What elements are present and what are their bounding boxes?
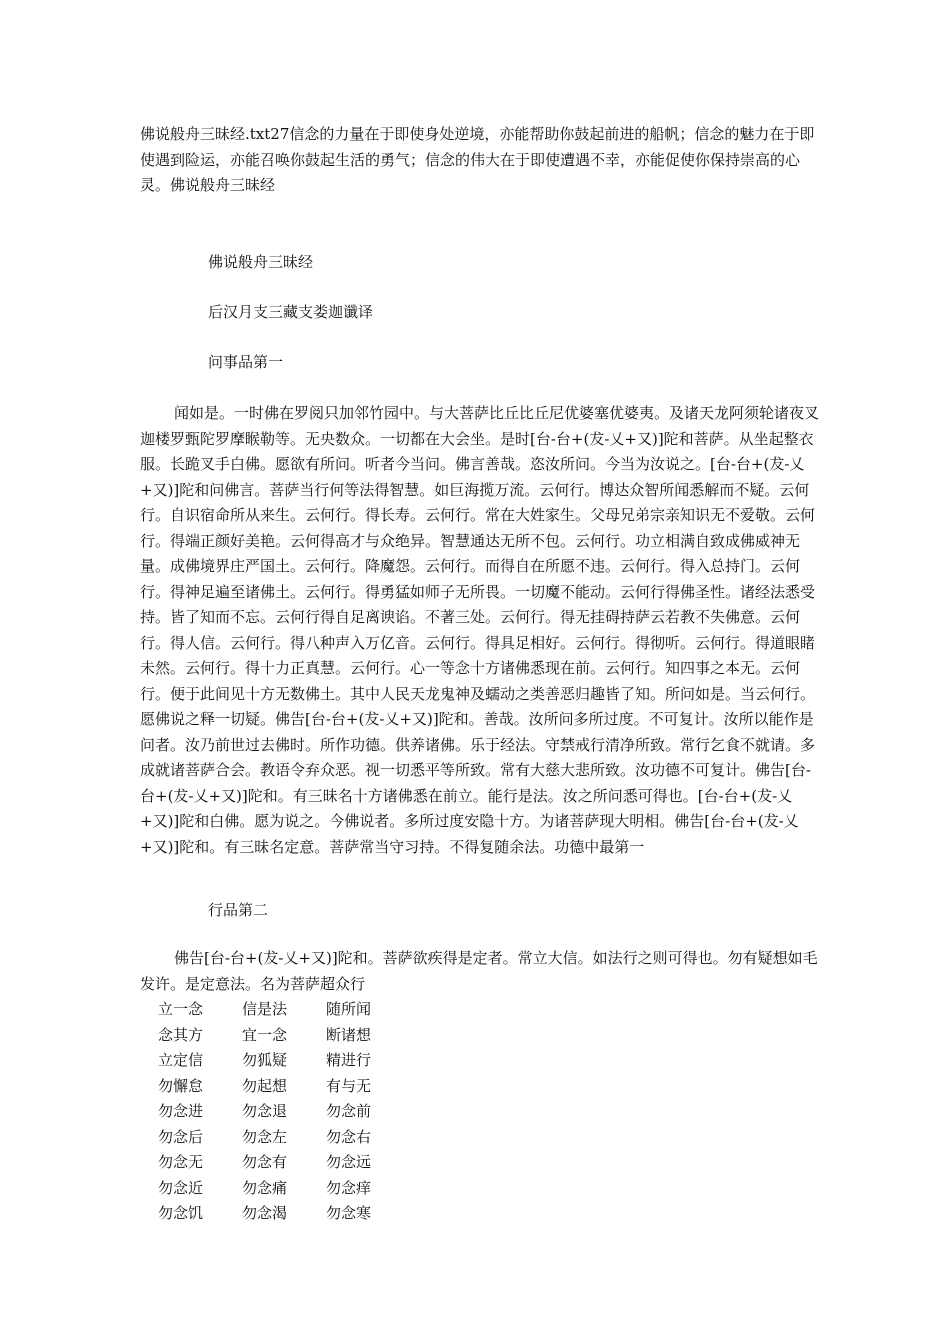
- translator-line: 后汉月支三藏支娄迦谶译: [208, 303, 374, 321]
- verse-phrase: 勿念退: [242, 1102, 288, 1120]
- intro-paragraph: 佛说般舟三昧经.txt27信念的力量在于即使身处逆境，亦能帮助你鼓起前进的船帆；信念的魅力在于即使遇到险运，亦能召唤你鼓起生活的勇气；信念的伟大在于即使遭遇不幸，亦能促使你保持崇高的心灵。佛说般舟三昧经: [140, 125, 815, 194]
- verse-phrase: 勿念无: [158, 1153, 204, 1171]
- verse-phrase: 有与无: [326, 1076, 372, 1095]
- verse-phrase: 立定信: [158, 1051, 204, 1069]
- verse-phrase: 勿念痛: [242, 1178, 288, 1197]
- verse-row: [158, 1074, 410, 1100]
- verse-row: [158, 997, 410, 1023]
- verse-phrase: 勿念后: [158, 1127, 204, 1146]
- verse-phrase: 勿念痒: [326, 1178, 372, 1197]
- chapter-1-paragraph: 闻如是。一时佛在罗阅只加邻竹园中。与大菩萨比丘比丘尼优婆塞优婆夷。及诸天龙阿须轮诸夜叉迦楼罗甄陀罗摩睺勒等。无央数众。一切都在大会坐。是时[台-台+(犮-乂+又)]陀和菩萨。从坐起整衣服。长跪叉手白佛。愿欲有所问。听者今当问。佛言善哉。恣汝所问。今当为汝说之。[台-台+(犮-乂+又)]陀和问佛言。菩萨当行何等法得智慧。如巨海揽万流。云何行。博达众智所闻悉解而不疑。云何行。自识宿命所从来生。云何行。得长寿。云何行。常在大姓家生。父母兄弟宗亲知识无不爱敬。云何行。得端正颜好美艳。云何得高才与众绝异。智慧通达无所不包。云何行。功立相满自致成佛威神无量。成佛境界庄严国土。云何行。降魔怨。云何行。而得自在所愿不违。云何行。得入总持门。云何行。得神足遍至诸佛土。云何行。得勇猛如师子无所畏。一切魔不能动。云何行得佛圣性。诸经法悉受持。皆了知而不忘。云何行得自足离谀谄。不著三处。云何行。得无挂碍持萨云若教不失佛意。云何行。得人信。云何行。得八种声入万亿音。云何行。得具足相好。云何行。得彻听。云何行。得道眼睹未然。云何行。得十力正真慧。云何行。心一等念十方诸佛悉现在前。云何行。知四事之本无。云何行。便于此间见十方无数佛土。其中人民天龙鬼神及蠕动之类善恶归趣皆了知。所问如是。当云何行。愿佛说之释一切疑。佛告[台-台+(犮-乂+又)]陀和。善哉。汝所问多所过度。不可复计。汝所以能作是问者。汝乃前世过去佛时。所作功德。供养诸佛。乐于经法。守禁戒行清净所致。常行乞食不就请。多成就诸菩萨合会。教语令弃众恶。视一切悉平等所致。常有大慈大悲所致。汝功德不可复计。佛告[台-台+(犮-乂+又)]陀和。有三昧名十方诸佛悉在前立。能行是法。汝之所问悉可得也。[台-台+(犮-乂+又)]陀和白佛。愿为说之。今佛说者。多所过度安隐十方。为诸菩萨现大明相。佛告[台-台+(犮-乂+又)]陀和。有三昧名定意。菩萨常当守习持。不得复随余法。功德中最第一: [140, 404, 820, 856]
- verse-row: [158, 1150, 410, 1176]
- verse-phrase: 勿念寒: [326, 1204, 372, 1222]
- verse-row: [158, 1176, 410, 1202]
- verse-phrase: 勿懈怠: [158, 1076, 204, 1095]
- verse-phrase: 信是法: [242, 1000, 288, 1018]
- chapter-2-title: 行品第二: [208, 901, 269, 919]
- verse-phrase: 勿起想: [242, 1076, 288, 1095]
- verse-row: [158, 1048, 410, 1074]
- chapter-2-paragraph: 佛告[台-台+(犮-乂+又)]陀和。菩萨欲疾得是定者。常立大信。如法行之则可得也。勿有疑想如毛发许。是定意法。名为菩萨超众行: [140, 949, 818, 993]
- verse-phrase: 勿念左: [242, 1127, 288, 1146]
- verse-phrase: 勿念渴: [242, 1204, 288, 1222]
- verse-phrase: 精进行: [326, 1051, 372, 1069]
- verse-phrase: 立一念: [158, 1000, 204, 1018]
- verse-phrase: 断诸想: [326, 1025, 372, 1044]
- verse-phrase: 勿念进: [158, 1102, 204, 1120]
- verse-phrase: 宜一念: [242, 1025, 288, 1044]
- chapter-1-title: 问事品第一: [208, 353, 284, 371]
- verse-phrase: 勿狐疑: [242, 1051, 288, 1069]
- sutra-title: 佛说般舟三昧经: [208, 253, 314, 271]
- verse-phrase: 勿念饥: [158, 1204, 204, 1222]
- verse-list: [158, 997, 410, 1227]
- verse-phrase: 随所闻: [326, 1000, 372, 1018]
- verse-row: [158, 1125, 410, 1151]
- verse-row: [158, 1023, 410, 1049]
- verse-phrase: 勿念近: [158, 1178, 204, 1197]
- verse-phrase: 念其方: [158, 1025, 204, 1044]
- verse-phrase: 勿念远: [326, 1153, 372, 1171]
- verse-row: [158, 1099, 410, 1125]
- verse-phrase: 勿念右: [326, 1127, 372, 1146]
- verse-phrase: 勿念前: [326, 1102, 372, 1120]
- verse-phrase: 勿念有: [242, 1153, 288, 1171]
- verse-row: [158, 1201, 410, 1227]
